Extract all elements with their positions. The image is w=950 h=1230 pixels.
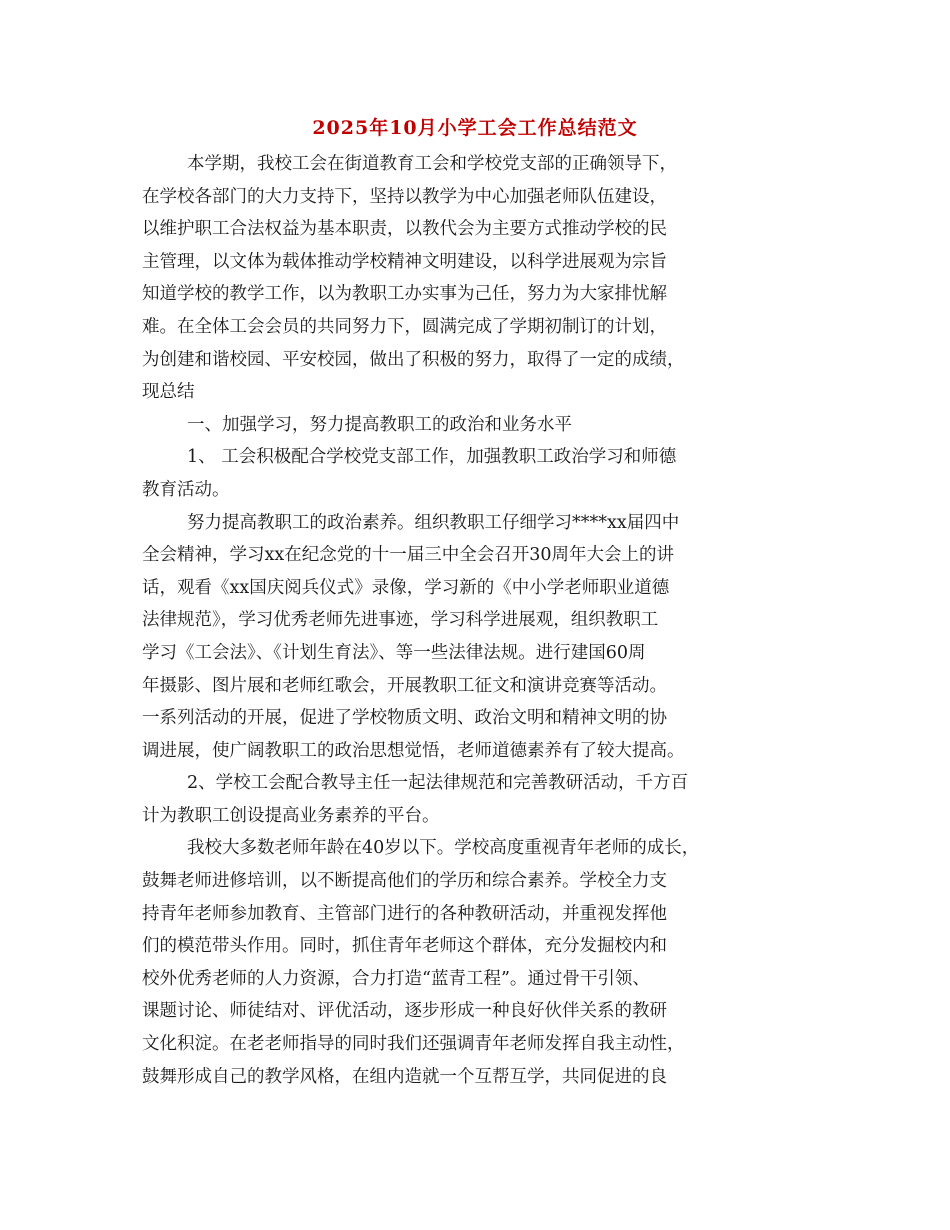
- text-line: 为创建和谐校园、平安校园，做出了积极的努力，取得了一定的成绩，: [142, 349, 685, 370]
- text-line: 们的模范带头作用。同时，抓住青年老师这个群体，充分发掘校内和: [142, 936, 667, 957]
- text-line: 文化积淀。在老老师指导的同时我们还强调青年老师发挥自我主动性，: [142, 1034, 685, 1055]
- text-line: 2、学校工会配合教导主任一起法律规范和完善教研活动，千方百: [187, 773, 689, 794]
- text-line: 学习《工会法》、《计划生育法》、等一些法律法规。进行建国60周: [142, 642, 646, 663]
- text-line: 难。在全体工会会员的共同努力下，圆满完成了学期初制订的计划，: [142, 316, 667, 337]
- text-line: 一、加强学习，努力提高教职工的政治和业务水平: [187, 414, 572, 435]
- text-line: 调进展，使广阔教职工的政治思想觉悟，老师道德素养有了较大提高。: [142, 740, 685, 761]
- text-line: 全会精神，学习xx在纪念党的十一届三中全会召开30周年大会上的讲: [142, 545, 675, 566]
- text-line: 校外优秀老师的人力资源，合力打造“蓝青工程”。通过骨干引领、: [142, 968, 650, 989]
- text-line: 鼓舞老师进修培训，以不断提高他们的学历和综合素养。学校全力支: [142, 871, 667, 892]
- text-line: 课题讨论、师徒结对、评优活动，逐步形成一种良好伙伴关系的教研: [142, 1001, 667, 1022]
- text-line: 主管理，以文体为载体推动学校精神文明建设，以科学进展观为宗旨: [142, 251, 667, 272]
- text-line: 法律规范》，学习优秀老师先进事迹，学习科学进展观，组织教职工: [142, 610, 659, 631]
- text-line: 知道学校的教学工作，以为教职工办实事为己任，努力为大家排忧解: [142, 284, 667, 305]
- text-line: 教育活动。: [142, 479, 230, 500]
- document-title: 2025年10月小学工会工作总结范文: [312, 117, 638, 139]
- text-line: 年摄影、图片展和老师红歌会，开展教职工征文和演讲竞赛等活动。: [142, 675, 667, 696]
- text-line: 本学期，我校工会在街道教育工会和学校党支部的正确领导下，: [187, 154, 677, 174]
- text-line: 以维护职工合法权益为基本职责，以教代会为主要方式推动学校的民: [142, 219, 667, 240]
- text-line: 努力提高教职工的政治素养。组织教职工仔细学习****xx届四中: [187, 512, 680, 533]
- text-line: 我校大多数老师年龄在40岁以下。学校高度重视青年老师的成长，: [187, 838, 700, 859]
- text-line: 1、 工会积极配合学校党支部工作，加强教职工政治学习和师德: [187, 447, 677, 468]
- text-line: 鼓舞形成自己的教学风格，在组内造就一个互帮互学，共同促进的良: [142, 1066, 667, 1087]
- text-line: 一系列活动的开展，促进了学校物质文明、政治文明和精神文明的协: [142, 708, 667, 729]
- text-line: 在学校各部门的大力支持下，坚持以教学为中心加强老师队伍建设，: [142, 186, 667, 207]
- document-body: [142, 148, 822, 1093]
- text-line: 持青年老师参加教育、主管部门进行的各种教研活动，并重视发挥他: [142, 903, 667, 924]
- text-line: 现总结: [142, 382, 195, 403]
- text-line: 话，观看《xx国庆阅兵仪式》录像，学习新的《中小学老师职业道德: [142, 577, 670, 598]
- text-line: 计为教职工创设提高业务素养的平台。: [142, 805, 440, 826]
